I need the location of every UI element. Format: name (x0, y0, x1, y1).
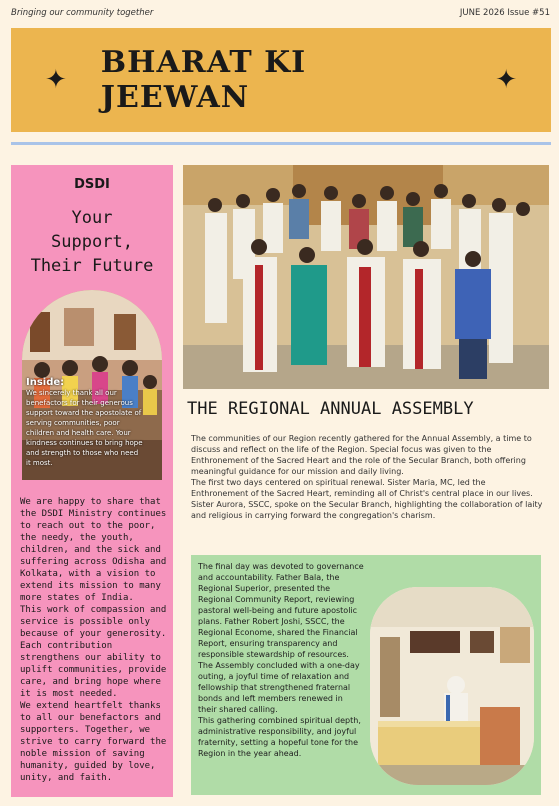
highlight-paragraph: The final day was devoted to governance and accountability. Father Bala, the Regional Superior, presented the Regional Community Report, reviewing pastoral well-being and future apostolic plans. Father Robert Joshi, SSCC, the Regional Econome, shared the Financial Report, ensuring transparency and responsible stewardship of resources. (198, 562, 364, 659)
star-icon: ✦ (45, 65, 67, 95)
divider (11, 142, 551, 145)
article-title: THE REGIONAL ANNUAL ASSEMBLY (187, 399, 474, 419)
photo-caption-heading: Inside: (26, 377, 65, 388)
sidebar-kicker: DSDI (74, 177, 110, 192)
issue-label: JUNE 2026 Issue #51 (459, 8, 550, 18)
sidebar-paragraph: We are happy to share that the DSDI Ministry continues to reach out to the poor, the needy, the youth, children, and the sick and suffering across Odisha and Kolkata, with a vision to extend its mission to many more states of India. (20, 497, 167, 603)
article-paragraph: The communities of our Region recently gathered for the Annual Assembly, a time to discuss and reflect on the life of the Region. Special focus was given to the Enthronement of the Sacred Heart and the role of the Secular Branch, both offering meaningful guidance for our mission and daily living. (191, 434, 532, 476)
group-photo (183, 165, 549, 389)
masthead (11, 28, 551, 132)
highlight-box (191, 555, 541, 795)
star-icon: ✦ (495, 65, 517, 95)
meeting-photo-image (370, 587, 534, 785)
photo-caption (26, 378, 144, 468)
top-strip (0, 0, 559, 24)
highlight-paragraph: The Assembly concluded with a one-day outing, a joyful time of relaxation and fellowship that strengthened fraternal bonds and left members renewed in their shared calling. (198, 661, 360, 714)
highlight-text (198, 561, 364, 759)
sidebar-title (11, 206, 173, 278)
masthead-title: BHARAT KI JEEWAN (100, 45, 307, 115)
photo-caption-text: We sincerely thank all our benefactors for their generous support toward the apostolate of serving communities, poor children and health care. Your kindness continues to bring hope and strength to those who need it most. (26, 389, 143, 467)
sidebar-paragraph: This work of compassion and service is possible only because of your generosity. Each contribution strengthens our ability to uplift communities, provide care, and bring hope where it is most needed. (20, 605, 167, 699)
sidebar (11, 165, 173, 797)
sidebar-body (20, 496, 170, 784)
meeting-photo (370, 587, 534, 785)
sidebar-photo (22, 290, 162, 480)
sidebar-title-line: Your (71, 208, 113, 228)
sidebar-title-line: Their Future (30, 256, 154, 276)
article-paragraph: The first two days centered on spiritual renewal. Sister Maria, MC, led the Enthronement of the Sacred Heart, reminding all of Christ's central place in our lives. Sister Aurora, SSCC, spoke on the Secular Branch, highlighting the collaboration of laity and religious in carrying forward the congregation's charism. (191, 478, 543, 520)
sidebar-title-line: Support, (51, 232, 133, 252)
sidebar-paragraph: We extend heartfelt thanks to all our benefactors and supporters. Together, we strive to carry forward the noble mission of saving humanity, guided by love, unity, and faith. (20, 701, 167, 783)
article-body (191, 433, 543, 521)
highlight-paragraph: This gathering combined spiritual depth, administrative responsibility, and joyful fraternity, setting a hopeful tone for the Region in the year ahead. (198, 716, 361, 758)
group-photo-image (183, 165, 549, 389)
tagline: Bringing our community together (11, 8, 154, 18)
